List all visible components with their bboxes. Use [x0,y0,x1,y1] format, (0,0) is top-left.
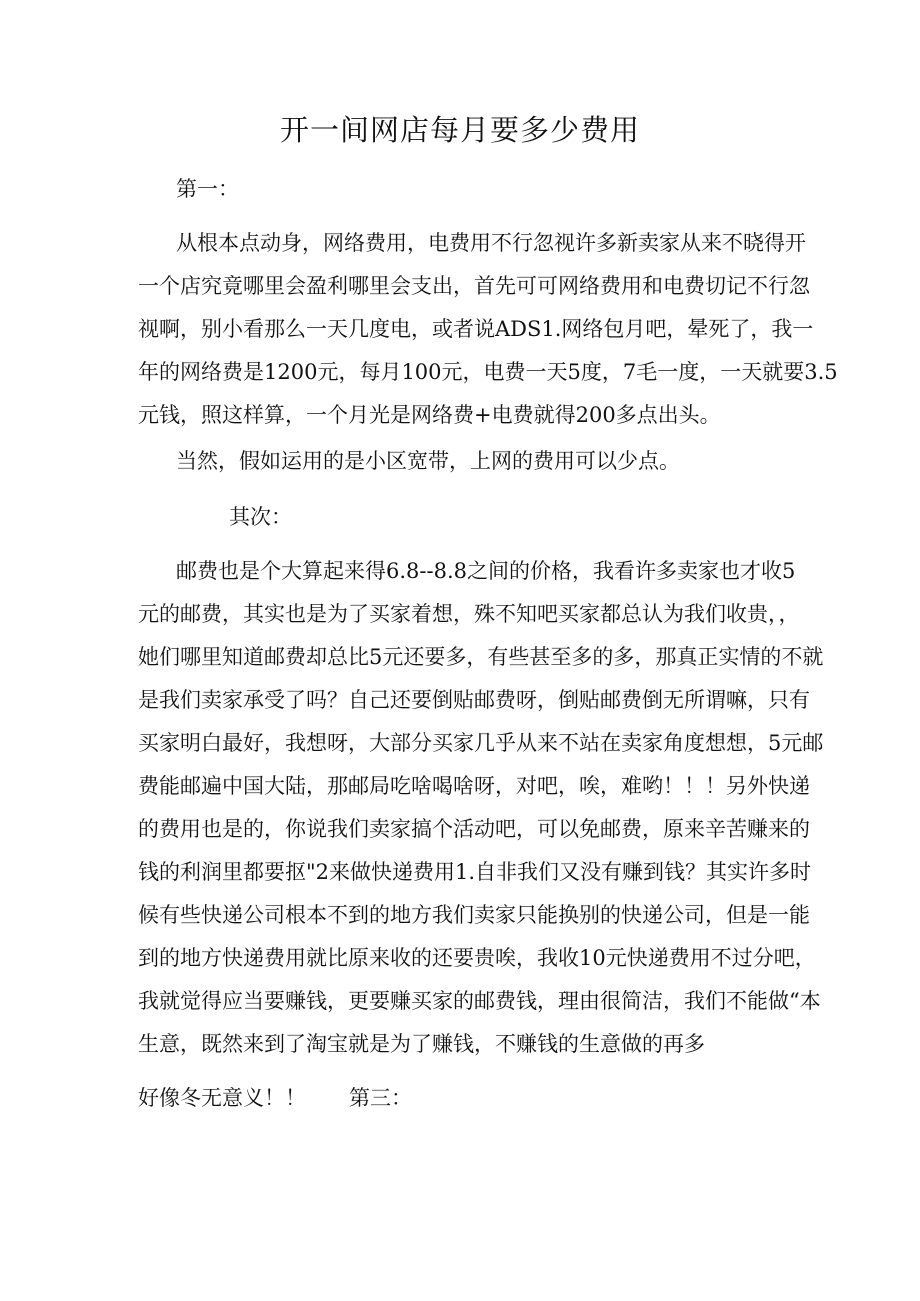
paragraph-line: 钱的利润里都要抠"2来做快递费用1.自非我们又没有赚到钱？其实许多时 [138,860,812,884]
paragraph-line: 我就觉得应当要赚钱，更要赚买家的邮费钱，理由很简洁，我们不能做“本 [138,989,821,1013]
paragraph-line: 一个店究竟哪里会盈利哪里会支出，首先可可网络费用和电费切记不行忽 [138,274,810,298]
paragraph-line: 的费用也是的，你说我们卖家搞个活动吧，可以免邮费，原来辛苦赚来的 [138,817,810,841]
paragraph-line: 从根本点动身，网络费用，电费用不行忽视许多新卖家从来不晓得开 [176,231,806,255]
paragraph-closing: 好像冬无意义！！ [138,1086,306,1110]
document-title: 开一间网店每月要多少费用 [279,113,640,147]
paragraph-line: 元钱，照这样算，一个月光是网络费+电费就得200多点出头。 [138,403,721,427]
section-heading-third: 第三： [349,1086,412,1110]
paragraph-line: 买家明白最好，我想呀，大部分买家几乎从来不站在卖家角度想想，5元邮 [138,731,824,755]
section-heading-second: 其次： [229,505,292,529]
paragraph-line: 是我们卖家承受了吗？自己还要倒贴邮费呀，倒贴邮费倒无所谓嘛，只有 [138,688,810,712]
section-heading-first: 第一： [176,177,239,201]
paragraph-line: 当然，假如运用的是小区宽带，上网的费用可以少点。 [176,449,680,473]
paragraph-line: 费能邮遍中国大陆，那邮局吃啥喝啥呀，对吧，唉，难哟！！！另外快递 [138,774,810,798]
paragraph-line: 她们哪里知道邮费却总比5元还要多，有些甚至多的多，那真正实情的不就 [138,645,824,669]
paragraph-line: 到的地方快递费用就比原来收的还要贵唉，我收10元快递费用不过分吧， [138,946,816,970]
paragraph-line: 邮费也是个大算起来得6.8--8.8之间的价格，我看许多卖家也才收5 [176,559,796,583]
paragraph-line: 年的网络费是1200元，每月100元，电费一天5度，7毛一度，一天就要3.5 [138,360,838,384]
paragraph-line: 元的邮费，其实也是为了买家着想，殊不知吧买家都总认为我们收贵，， [138,602,800,626]
paragraph-line: 候有些快递公司根本不到的地方我们卖家只能换别的快递公司，但是一能 [138,903,810,927]
paragraph-line: 生意，既然来到了淘宝就是为了赚钱，不赚钱的生意做的再多 [138,1032,705,1056]
paragraph-line: 视啊，别小看那么一天几度电，或者说ADS1.网络包月吧，晕死了，我一 [138,317,814,341]
